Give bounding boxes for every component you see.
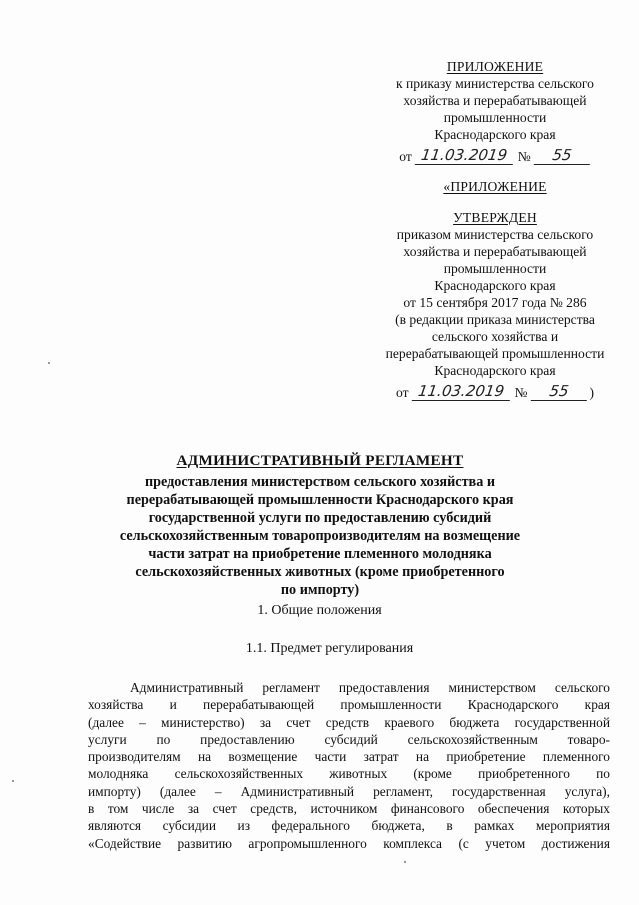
date-prefix: от — [399, 149, 412, 164]
approval-line: промышленности — [443, 261, 547, 276]
approval-line: сельского хозяйства и — [431, 329, 559, 344]
paragraph-line: услуги по предоставлению субсидий сельскохозяйственным товаро- — [88, 731, 610, 747]
approval-line: хозяйства и перерабатывающей — [403, 244, 587, 259]
scan-speck — [12, 780, 14, 782]
regulation-subtitle-line: перерабатывающей промышленности Краснодарского края — [126, 492, 514, 508]
subsection-title: 1.1. Предмет регулирования — [245, 641, 414, 656]
section-title: 1. Общие положения — [257, 603, 382, 618]
scan-speck — [404, 861, 406, 863]
regulation-subtitle-line: сельскохозяйственным товаропроизводителям на возмещение — [119, 528, 521, 544]
approval-line: Краснодарского края — [434, 278, 556, 293]
date-prefix: от — [395, 385, 409, 400]
appendix-date-row — [360, 143, 630, 165]
appendix-line: Краснодарского края — [434, 127, 556, 142]
appendix-block — [360, 58, 630, 165]
prev-appendix-block — [360, 178, 630, 401]
paragraph-line: (далее – министерство) за счет средств краевого бюджета государственной — [88, 714, 610, 730]
prev-appendix-date-row — [360, 379, 630, 401]
regulation-subtitle-line: сельскохозяйственных животных (кроме приобретенного — [135, 564, 505, 580]
handwritten-number: 55 — [534, 147, 593, 165]
appendix-title: ПРИЛОЖЕНИЕ — [446, 59, 544, 74]
approval-line: (в редакции приказа министерства — [395, 312, 595, 327]
body-paragraph — [88, 679, 610, 852]
paragraph-line: импорту) (далее – Административный регламент, государственная услуга), — [88, 783, 610, 799]
paragraph-line: Административный регламент предоставления министерством сельского — [130, 680, 610, 695]
approval-line: приказом министерства сельского — [396, 227, 594, 242]
approved-label: УТВЕРЖДЕН — [453, 210, 537, 225]
regulation-subtitle-line: предоставления министерством сельского хозяйства и — [144, 474, 496, 490]
paragraph-line: молодняка сельскохозяйственных животных (кроме приобретенного по — [88, 766, 610, 782]
paragraph-line: в том числе за счет средств, источником финансового обеспечения которых — [88, 801, 610, 817]
paragraph-line: производителям на возмещение части затрат на приобретение племенного — [88, 749, 610, 765]
approval-line: перерабатывающей промышленности — [385, 346, 605, 361]
number-label: № — [517, 149, 531, 164]
appendix-line: промышленности — [443, 110, 547, 125]
paragraph-line: хозяйства и перерабатывающей промышленности Краснодарского края — [88, 697, 610, 713]
handwritten-date: 11.03.2019 — [411, 383, 512, 401]
regulation-title: АДМИНИСТРАТИВНЫЙ РЕГЛАМЕНТ — [176, 452, 464, 469]
regulation-subtitle-line: государственной услуги по предоставлению субсидий — [148, 510, 492, 526]
prev-appendix-title: «ПРИЛОЖЕНИЕ — [443, 179, 547, 194]
handwritten-date: 11.03.2019 — [415, 147, 516, 165]
closing-paren: ) — [589, 385, 595, 400]
number-label: № — [514, 385, 528, 400]
regulation-subtitle-line: по импорту) — [280, 582, 360, 598]
spacer — [360, 195, 630, 209]
appendix-line: хозяйства и перерабатывающей — [403, 93, 587, 108]
appendix-line: к приказу министерства сельского — [396, 76, 594, 91]
regulation-subtitle-line: части затрат на приобретение племенного молодняка — [148, 546, 492, 562]
regulation-heading — [110, 452, 530, 599]
scan-speck — [48, 362, 50, 364]
paragraph-line: являются субсидии из федерального бюджета, в рамках мероприятия — [88, 818, 610, 834]
approval-line: от 15 сентября 2017 года № 286 — [403, 295, 587, 310]
handwritten-number: 55 — [530, 383, 589, 401]
approval-line: Краснодарского края — [434, 363, 556, 378]
paragraph-line: «Содействие развитию агропромышленного комплекса (с учетом достижения — [88, 835, 610, 851]
